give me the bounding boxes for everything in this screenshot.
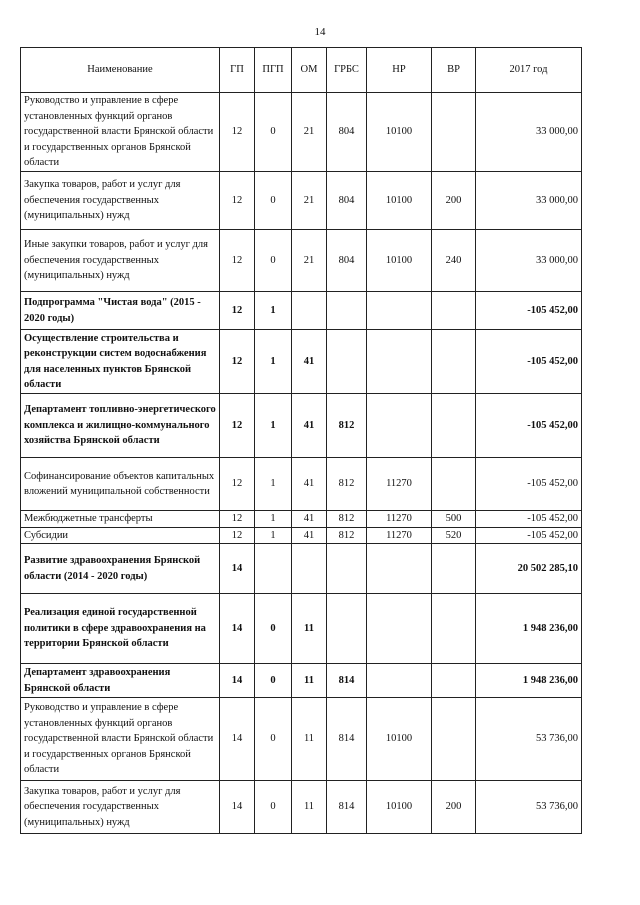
row-om: 11: [292, 781, 327, 834]
row-grbs: 812: [327, 458, 367, 511]
row-amount: 33 000,00: [476, 93, 582, 172]
row-om: 41: [292, 527, 327, 544]
row-nr: 11270: [367, 458, 432, 511]
row-pgp: 1: [255, 330, 292, 394]
row-nr: [367, 330, 432, 394]
row-name: Софинансирование объектов капитальных вложений муниципальной собственности: [21, 458, 220, 511]
row-gp: 12: [220, 527, 255, 544]
row-amount: -105 452,00: [476, 511, 582, 528]
row-name: Межбюджетные трансферты: [21, 511, 220, 528]
row-grbs: 814: [327, 664, 367, 698]
row-grbs: 814: [327, 698, 367, 781]
row-amount: -105 452,00: [476, 330, 582, 394]
row-om: [292, 544, 327, 594]
row-vr: 200: [432, 172, 476, 230]
row-om: 11: [292, 594, 327, 664]
row-amount: 20 502 285,10: [476, 544, 582, 594]
row-nr: [367, 594, 432, 664]
row-pgp: 1: [255, 394, 292, 458]
row-vr: [432, 544, 476, 594]
row-om: 41: [292, 511, 327, 528]
row-name: Закупка товаров, работ и услуг для обеспечения государственных (муниципальных) нужд: [21, 781, 220, 834]
row-gp: 12: [220, 394, 255, 458]
row-om: 21: [292, 93, 327, 172]
column-header-name: Наименование: [21, 48, 220, 93]
column-header-vr: ВР: [432, 48, 476, 93]
row-name: Закупка товаров, работ и услуг для обеспечения государственных (муниципальных) нужд: [21, 172, 220, 230]
row-om: 41: [292, 330, 327, 394]
row-om: 21: [292, 172, 327, 230]
row-nr: 11270: [367, 527, 432, 544]
column-header-grbs: ГРБС: [327, 48, 367, 93]
row-vr: 500: [432, 511, 476, 528]
row-vr: [432, 394, 476, 458]
row-vr: 520: [432, 527, 476, 544]
row-pgp: 0: [255, 230, 292, 292]
row-amount: 53 736,00: [476, 698, 582, 781]
row-vr: [432, 664, 476, 698]
table-header-row: [21, 48, 582, 93]
row-name: Руководство и управление в сфере установленных функций органов государственной власти Брянской области и государственных органов Брянской области: [21, 698, 220, 781]
row-nr: [367, 394, 432, 458]
column-header-pgp: ПГП: [255, 48, 292, 93]
row-amount: 53 736,00: [476, 781, 582, 834]
row-pgp: 1: [255, 527, 292, 544]
row-vr: [432, 93, 476, 172]
row-grbs: [327, 594, 367, 664]
row-grbs: 804: [327, 93, 367, 172]
row-pgp: 1: [255, 292, 292, 330]
row-grbs: [327, 292, 367, 330]
row-om: 21: [292, 230, 327, 292]
row-vr: [432, 458, 476, 511]
row-gp: 14: [220, 781, 255, 834]
row-amount: 1 948 236,00: [476, 594, 582, 664]
row-gp: 12: [220, 93, 255, 172]
row-grbs: 814: [327, 781, 367, 834]
row-grbs: 812: [327, 527, 367, 544]
row-name: Департамент здравоохранения Брянской области: [21, 664, 220, 698]
row-vr: [432, 292, 476, 330]
row-gp: 12: [220, 172, 255, 230]
row-grbs: 812: [327, 511, 367, 528]
row-grbs: 812: [327, 394, 367, 458]
row-gp: 12: [220, 330, 255, 394]
row-nr: 10100: [367, 230, 432, 292]
row-pgp: 0: [255, 664, 292, 698]
row-amount: -105 452,00: [476, 292, 582, 330]
row-gp: 14: [220, 698, 255, 781]
row-vr: [432, 594, 476, 664]
row-om: 11: [292, 664, 327, 698]
row-vr: [432, 698, 476, 781]
row-grbs: [327, 544, 367, 594]
row-nr: [367, 544, 432, 594]
row-gp: 12: [220, 230, 255, 292]
row-pgp: [255, 544, 292, 594]
row-vr: 200: [432, 781, 476, 834]
row-amount: -105 452,00: [476, 458, 582, 511]
row-pgp: 1: [255, 511, 292, 528]
row-name: Иные закупки товаров, работ и услуг для обеспечения государственных (муниципальных) нужд: [21, 230, 220, 292]
row-amount: -105 452,00: [476, 527, 582, 544]
row-name: Осуществление строительства и реконструкции систем водоснабжения для населенных пунктов Брянской области: [21, 330, 220, 394]
row-grbs: 804: [327, 230, 367, 292]
row-gp: 14: [220, 544, 255, 594]
row-nr: 10100: [367, 172, 432, 230]
row-gp: 12: [220, 458, 255, 511]
budget-table: [20, 47, 582, 834]
row-gp: 12: [220, 511, 255, 528]
row-vr: [432, 330, 476, 394]
row-pgp: 0: [255, 698, 292, 781]
row-name: Развитие здравоохранения Брянской области (2014 - 2020 годы): [21, 544, 220, 594]
row-gp: 14: [220, 664, 255, 698]
row-pgp: 0: [255, 93, 292, 172]
row-nr: [367, 292, 432, 330]
row-pgp: 1: [255, 458, 292, 511]
row-name: Департамент топливно-энергетического комплекса и жилищно-коммунального хозяйства Брянской области: [21, 394, 220, 458]
row-pgp: 0: [255, 594, 292, 664]
page-number: 14: [314, 26, 326, 38]
row-amount: 1 948 236,00: [476, 664, 582, 698]
row-nr: [367, 664, 432, 698]
column-header-2017: 2017 год: [476, 48, 582, 93]
row-om: [292, 292, 327, 330]
row-pgp: 0: [255, 172, 292, 230]
row-amount: -105 452,00: [476, 394, 582, 458]
row-nr: 11270: [367, 511, 432, 528]
row-grbs: 804: [327, 172, 367, 230]
row-vr: 240: [432, 230, 476, 292]
column-header-om: ОМ: [292, 48, 327, 93]
column-header-nr: НР: [367, 48, 432, 93]
row-grbs: [327, 330, 367, 394]
row-amount: 33 000,00: [476, 172, 582, 230]
row-name: Подпрограмма "Чистая вода" (2015 - 2020 годы): [21, 292, 220, 330]
row-pgp: 0: [255, 781, 292, 834]
row-om: 41: [292, 394, 327, 458]
row-nr: 10100: [367, 93, 432, 172]
row-om: 41: [292, 458, 327, 511]
row-gp: 14: [220, 594, 255, 664]
row-om: 11: [292, 698, 327, 781]
row-nr: 10100: [367, 781, 432, 834]
row-amount: 33 000,00: [476, 230, 582, 292]
row-name: Реализация единой государственной политики в сфере здравоохранения на территории Брянской области: [21, 594, 220, 664]
column-header-gp: ГП: [220, 48, 255, 93]
row-nr: 10100: [367, 698, 432, 781]
row-name: Руководство и управление в сфере установленных функций органов государственной власти Брянской области и государственных органов Брянской области: [21, 93, 220, 172]
row-name: Субсидии: [21, 527, 220, 544]
row-gp: 12: [220, 292, 255, 330]
